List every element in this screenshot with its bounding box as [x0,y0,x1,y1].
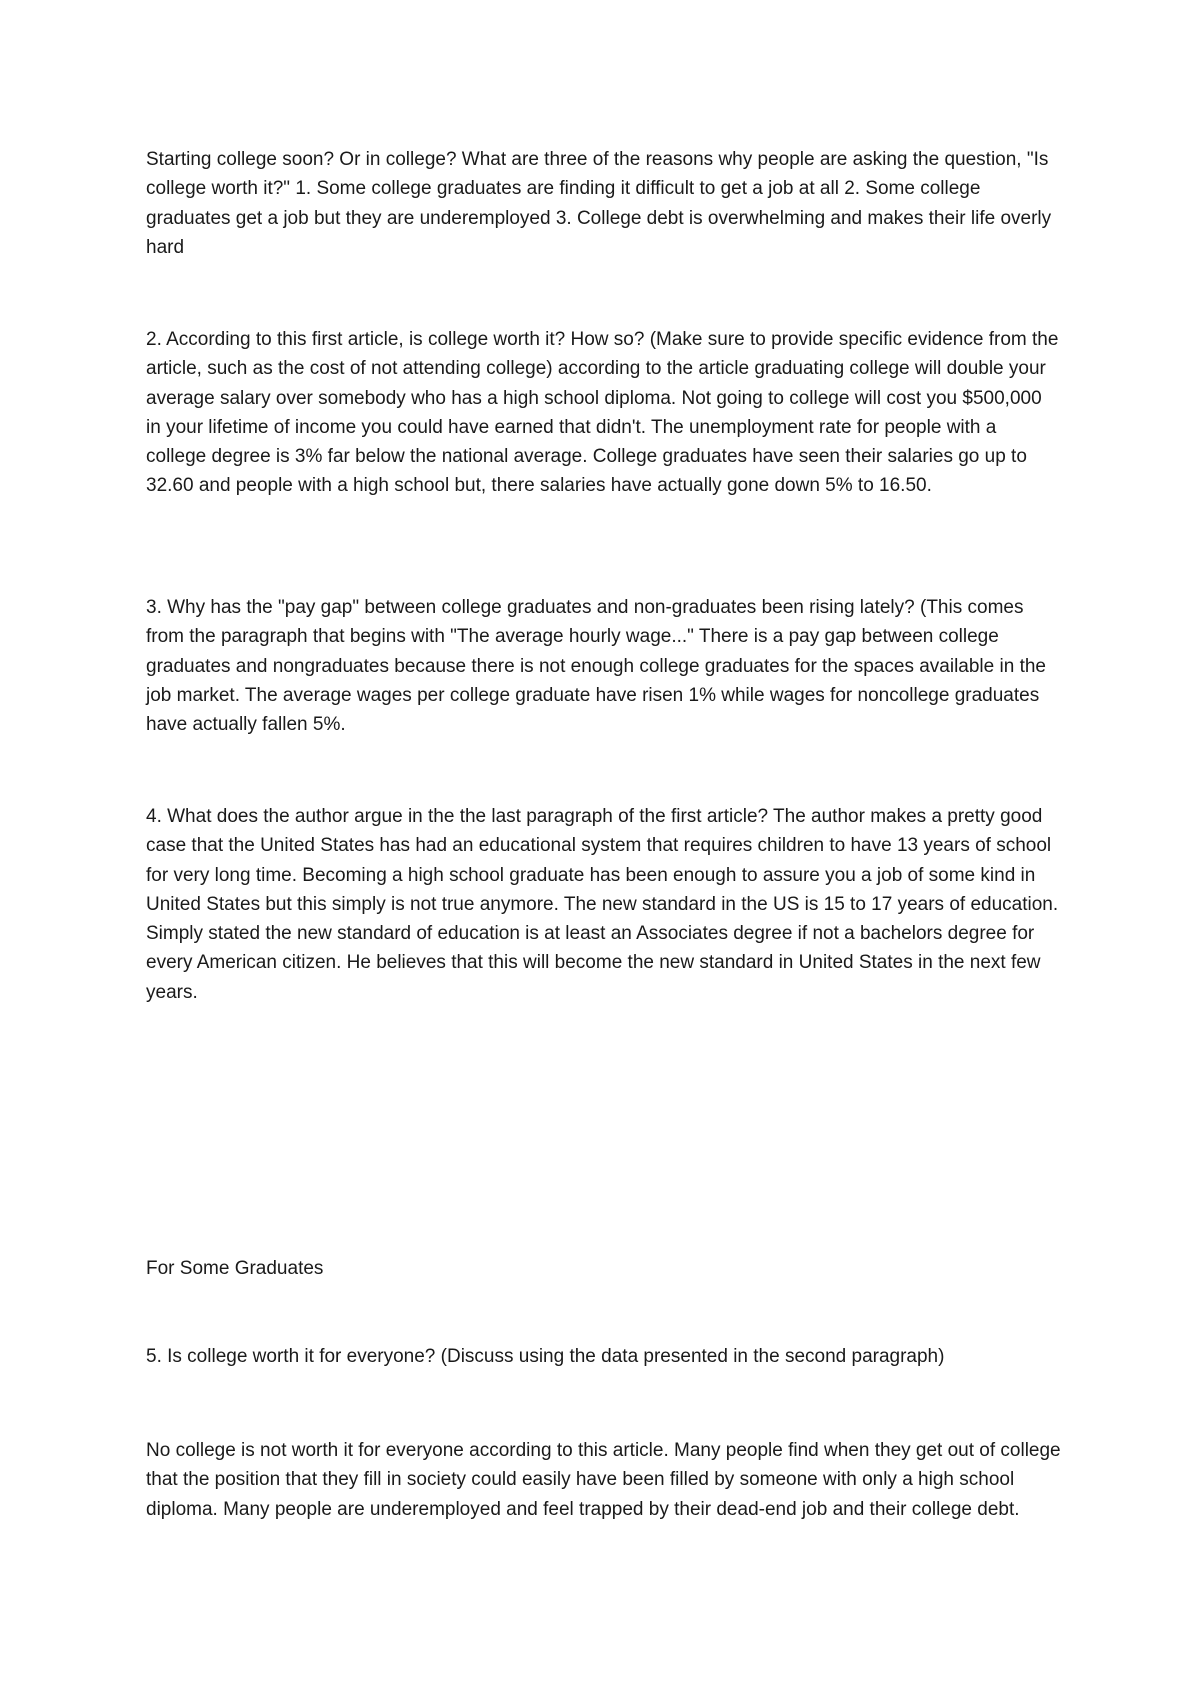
section-heading: For Some Graduates [146,1258,324,1279]
question-5-paragraph: 5. Is college worth it for everyone? (Discuss using the data presented in the second paragraph) [146,1346,945,1367]
answer-3-paragraph: 3. Why has the "pay gap" between college graduates and non-graduates been rising lately? (This comes from the paragraph that begins with "The average hourly wage..." There is a pay gap between college graduates and nongraduates because there is not enough college graduates for the spaces available in the job market. The average wages per college graduate have risen 1% while wages for noncollege graduates have actually fallen 5%. [146,597,1046,736]
answer-5-paragraph: No college is not worth it for everyone according to this article. Many people find when they get out of college that the position that they fill in society could easily have been filled by someone with only a high school diploma. Many people are underemployed and feel trapped by their dead-end job and their college debt. [146,1440,1061,1520]
answer-4-paragraph: 4. What does the author argue in the the last paragraph of the first article? The author makes a pretty good case that the United States has had an educational system that requires children to have 13 years of school for very long time. Becoming a high school graduate has been enough to assure you a job of some kind in United States but this simply is not true anymore. The new standard in the US is 15 to 17 years of education. Simply stated the new standard of education is at least an Associates degree if not a bachelors degree for every American citizen. He believes that this will become the new standard in United States in the next few years. [146,806,1059,1003]
answer-1-paragraph: Starting college soon? Or in college? What are three of the reasons why people are asking the question, "Is college worth it?" 1. Some college graduates are finding it difficult to get a job at all 2. Some college graduates get a job but they are underemployed 3. College debt is overwhelming and makes their life overly hard [146,149,1052,258]
answer-2-paragraph: 2. According to this first article, is college worth it? How so? (Make sure to provide specific evidence from the article, such as the cost of not attending college) according to the article graduating college will double your average salary over somebody who has a high school diploma. Not going to college will cost you $500,000 in your lifetime of income you could have earned that didn't. The unemployment rate for people with a college degree is 3% far below the national average. College graduates have seen their salaries go up to 32.60 and people with a high school but, there salaries have actually gone down 5% to 16.50. [146,329,1059,497]
